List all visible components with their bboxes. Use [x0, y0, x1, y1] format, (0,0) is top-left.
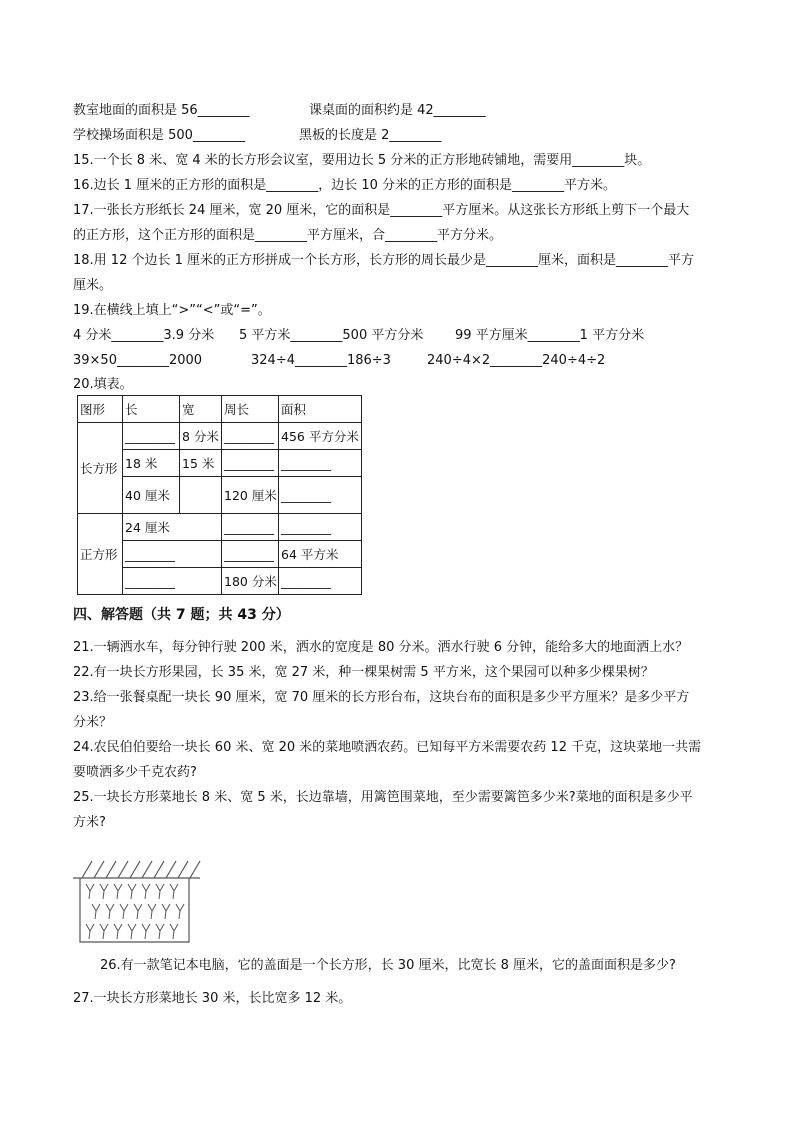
- table-cell: 18 米: [123, 450, 180, 477]
- table-cell: 40 厘米: [123, 477, 180, 514]
- table-cell: ________: [222, 514, 279, 541]
- square-label: 正方形: [78, 514, 123, 595]
- table-cell: ________: [222, 423, 279, 450]
- question-17-line-1: 17.一张长方形纸长 24 厘米，宽 20 厘米，它的面积是________平方厘米。从这张长方形纸上剪下一个最大: [73, 203, 690, 218]
- table-cell: 24 厘米: [123, 514, 222, 541]
- header-length: 长: [123, 396, 180, 423]
- question-24-line-1: 24.农民伯伯要给一块长 60 米、宽 20 米的菜地喷洒农药。已知每平方米需要农药 12 千克，这块菜地一共需: [73, 740, 702, 755]
- question-23-line-2: 分米？: [73, 715, 113, 730]
- compare-1b: 5 平方米________500 平方分米: [239, 328, 424, 343]
- plant-mark: [128, 884, 136, 899]
- fill-table: [77, 395, 362, 595]
- table-cell: ________: [279, 514, 362, 541]
- plant-mark: [170, 924, 178, 939]
- blackboard-length: 黑板的长度是 2________: [299, 128, 442, 143]
- table-row: [78, 514, 362, 541]
- table-header-row: [78, 396, 362, 423]
- playground-area: 学校操场面积是 500________: [73, 128, 245, 143]
- question-17-line-2: 的正方形，这个正方形的面积是________平方厘米，合________平方分米。: [73, 228, 503, 243]
- question-25-line-1: 25.一块长方形菜地长 8 米、宽 5 米，长边靠墙，用篱笆围菜地，至少需要篱笆多少米?菜地的面积是多少平: [73, 790, 693, 805]
- plant-mark: [114, 924, 122, 939]
- vegetable-rows: [86, 884, 184, 939]
- section-4-heading: 四、解答题（共 7 题；共 43 分）: [73, 607, 290, 623]
- header-width: 宽: [180, 396, 222, 423]
- compare-2c: 240÷4×2________240÷4÷2: [427, 353, 606, 368]
- plant-mark: [134, 904, 142, 919]
- table-cell: ________: [222, 450, 279, 477]
- plant-mark: [142, 924, 150, 939]
- plant-mark: [148, 904, 156, 919]
- header-perimeter: 周长: [222, 396, 279, 423]
- plant-mark: [86, 924, 94, 939]
- table-cell: ________: [279, 477, 362, 514]
- question-24-line-2: 要喷洒多少千克农药?: [73, 765, 197, 780]
- compare-1c: 99 平方厘米________1 平方分米: [455, 328, 645, 343]
- table-cell: 120 厘米: [222, 477, 279, 514]
- plant-mark: [106, 904, 114, 919]
- plant-mark: [100, 924, 108, 939]
- question-27: 27.一块长方形菜地长 30 米，长比宽多 12 米。: [73, 991, 352, 1006]
- table-cell: ________: [123, 541, 222, 568]
- table-cell: ________: [279, 450, 362, 477]
- desk-area: 课桌面的面积约是 42________: [309, 103, 486, 118]
- classroom-floor-area: 教室地面的面积是 56________: [73, 103, 250, 118]
- header-area: 面积: [279, 396, 362, 423]
- table-row: [78, 423, 362, 450]
- wall-hatching: [82, 861, 200, 878]
- question-22: 22.有一块长方形果园，长 35 米，宽 27 米，种一棵果树需 5 平方米，这个果园可以种多少棵果树？: [73, 665, 654, 680]
- plant-mark: [86, 884, 94, 899]
- plant-mark: [156, 924, 164, 939]
- plant-mark: [162, 904, 170, 919]
- question-15: 15.一个长 8 米、宽 4 米的长方形会议室，要用边长 5 分米的正方形地砖铺地，需要用________块。: [73, 153, 651, 168]
- question-19: 19.在横线上填上“>”“<”或“=”。: [73, 303, 271, 318]
- table-cell: 15 米: [180, 450, 222, 477]
- plant-mark: [156, 884, 164, 899]
- compare-2a: 39×50________2000: [73, 353, 203, 368]
- question-23-line-1: 23.给一张餐桌配一块长 90 厘米，宽 70 厘米的长方形台布，这块台布的面积是多少平方厘米？是多少平方: [73, 690, 690, 705]
- table-cell: 180 分米: [222, 568, 279, 595]
- question-25-line-2: 方米?: [73, 815, 106, 830]
- rectangle-label: 长方形: [78, 423, 123, 514]
- header-shape: 图形: [78, 396, 123, 423]
- table-cell: 8 分米: [180, 423, 222, 450]
- table-cell: ________: [123, 568, 222, 595]
- plant-mark: [142, 884, 150, 899]
- plant-mark: [100, 884, 108, 899]
- plant-mark: [92, 904, 100, 919]
- plant-mark: [170, 884, 178, 899]
- question-16: 16.边长 1 厘米的正方形的面积是________，边长 10 分米的正方形的面积是________平方米。: [73, 178, 617, 193]
- question-18-line-2: 厘米。: [73, 278, 113, 293]
- question-20: 20.填表。: [73, 377, 133, 392]
- plant-mark: [114, 884, 122, 899]
- compare-2b: 324÷4________186÷3: [251, 353, 391, 368]
- table-cell: ________: [123, 423, 180, 450]
- question-21: 21.一辆洒水车，每分钟行驶 200 米，洒水的宽度是 80 分米。洒水行驶 6 分钟，能给多大的地面洒上水？: [73, 640, 689, 655]
- table-cell: ________: [279, 568, 362, 595]
- question-18-line-1: 18.用 12 个边长 1 厘米的正方形拼成一个长方形，长方形的周长最少是________厘米，面积是________平方: [73, 253, 695, 268]
- garden-wall-diagram: [70, 858, 205, 948]
- table-cell: ________: [222, 541, 279, 568]
- plant-mark: [120, 904, 128, 919]
- question-26: 26.有一款笔记本电脑，它的盖面是一个长方形，长 30 厘米，比宽长 8 厘米，它的盖面面积是多少?: [100, 958, 676, 973]
- plant-mark: [176, 904, 184, 919]
- table-cell: 456 平方分米: [279, 423, 362, 450]
- compare-1a: 4 分米________3.9 分米: [73, 328, 215, 343]
- table-cell: 64 平方米: [279, 541, 362, 568]
- plant-mark: [128, 924, 136, 939]
- table-cell: [180, 477, 222, 514]
